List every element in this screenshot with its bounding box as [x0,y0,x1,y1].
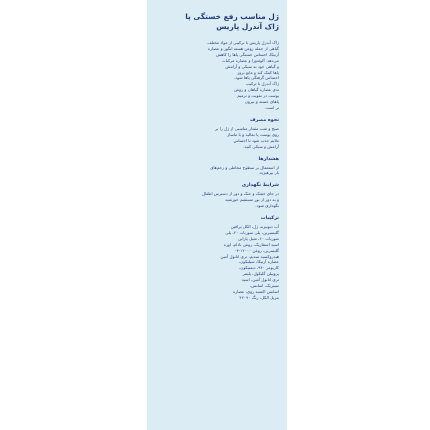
ingredient-line: گلیسیرین، پلی سوربات ۲۰، پلی [225,229,279,235]
storage-line: و به دور از نور مستقیم خورشید [225,197,279,203]
storage-text [155,191,279,209]
ingredient-line: سوربات ۶۰، متیل پارابن [238,235,279,241]
ingredient-line: گلیسرین، روغن ۱۲۰۰۰-۰۴ [234,247,279,253]
warnings-section [155,156,279,177]
intro-line: پاها کمک کند و مانع بروز [237,69,279,75]
ingredient-line: سیتریک، اسانس، [249,283,279,289]
storage-section [155,182,279,209]
ingredient-line: بنزیل الکل، رنگ ۴۲۰۹۰ [239,294,279,300]
storage-line: در جای خشک و خنک و دور از دسترس اطفال [201,191,279,197]
intro-line: ژاک آندرل پاریس با ترکیبی از مواد مختلف [207,40,279,45]
ingredient-line: تری اتانول آمین، اسید [241,277,279,283]
warnings-line: باز بپرهیزید. [258,170,279,176]
product-title-line: ژل مناسب رفع خستگی پا [185,12,279,21]
ingredient-line: کاربومر ۹۴۰، دیمتیکون، [239,265,279,271]
intro-line: تدی عصاره گیاهان و روغن [233,87,279,93]
usage-heading: نحوه مصرف [249,117,279,123]
ingredients-section [155,215,279,301]
usage-section [155,117,279,150]
intro-line: می‌دهد. آلوئه‌ورا و عصاره مرکبات [221,57,279,63]
product-title [155,12,279,32]
usage-line: صبح و شب مقدار مناسبی از ژل را بر [214,125,279,131]
warnings-heading: هشدارها [258,156,279,162]
ingredients-heading: ترکیبات [260,216,279,222]
storage-heading: شرایط نگهداری [241,183,279,189]
intro-line: پوست در تقویت و ترمیم [237,93,279,99]
ingredient-line: اسید استئاریک، روغن بادام، اوره [223,241,279,247]
ingredient-line: اسانس اکسید روی، عصاره [232,289,279,294]
warnings-line: از استعمال بر سطوح مخاطی و زخم‌های [210,164,279,170]
usage-text [155,126,279,150]
ingredient-line: هیدروکسید سدیم، تری اتانول آمین [220,253,279,259]
storage-line: نگهداری شود. [255,203,279,209]
product-description-panel [147,0,287,430]
usage-line: ملایم جذب شود تا احساس [233,137,279,143]
ingredient-line: آب دیونیزه، ژل، الکل پرافین [230,224,279,230]
usage-line: آرامش و سبکی کنید. [243,143,279,149]
warnings-text [155,165,279,177]
usage-line: روی پوست پا بمالید و با ماساژ [227,131,279,137]
intro-line: گیاهی از جمله روغن هسته انگور و عصاره [207,45,279,51]
intro-line: تر است. [264,104,279,110]
product-title-line: ژاک آندرل پاریس [216,22,279,31]
intro-line: پاهای خسته و بیرون [244,99,279,105]
ingredient-line: عصاره آرنیکا، سیلیکون، [238,259,279,265]
intro-line: ژاک آندرل با ترکیب [245,81,279,87]
ingredient-line: پروپیلن گلیکول، پلیمر [242,271,279,277]
intro-line: و گیاهی خود به سبکی و آرامش [225,63,279,69]
intro-line: احساس گرفتگی پاها شود. [233,75,279,81]
intro-line: آرنیکا، احساس خستگی پاها را کاهش [216,51,279,57]
intro-paragraph [155,40,279,111]
